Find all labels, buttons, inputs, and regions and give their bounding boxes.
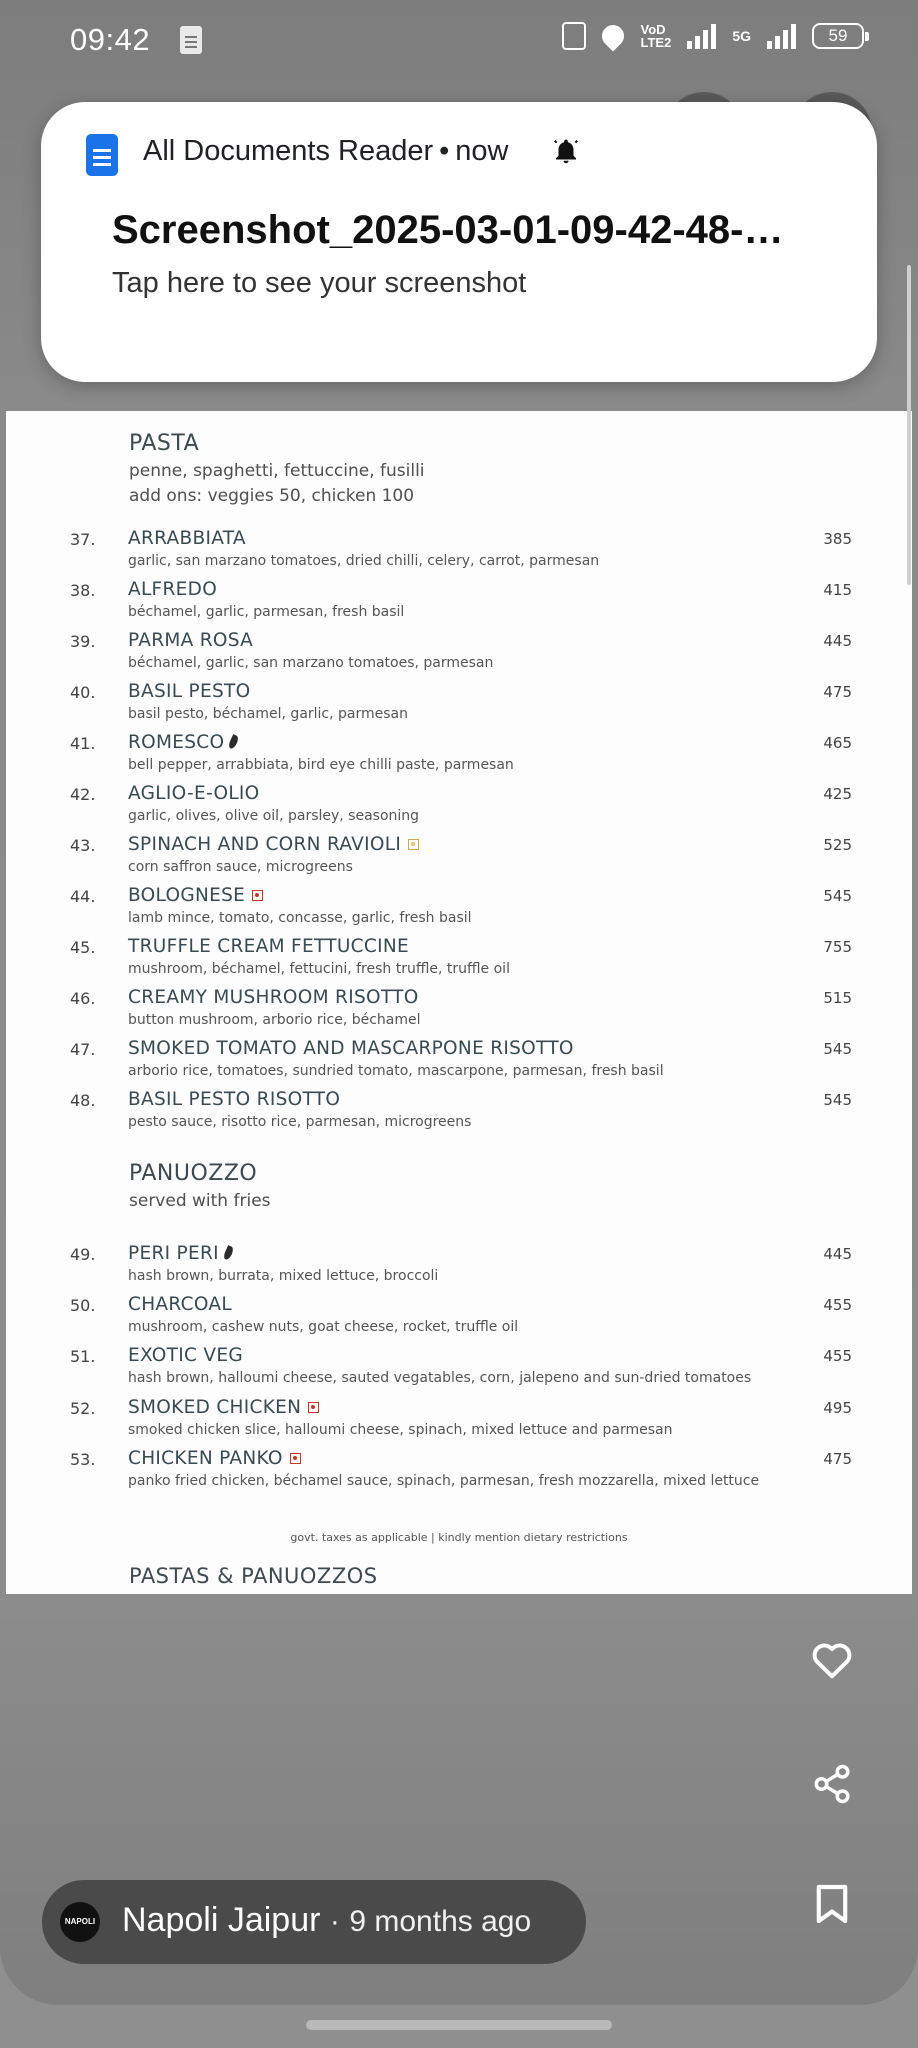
item-price: 445 [823,1245,852,1263]
item-name [128,1397,319,1418]
veg-icon [408,839,419,850]
item-name-text: CHICKEN PANKO [128,1448,283,1469]
item-price: 385 [823,530,852,548]
item-name [128,1089,340,1110]
item-description: lamb mince, tomato, concasse, garlic, fresh basil [128,910,472,926]
menu-item [6,987,912,1038]
item-description: garlic, olives, olive oil, parsley, seasoning [128,808,420,824]
item-number: 53. [70,1450,96,1469]
menu-item [6,732,912,783]
pasta-subtitle: penne, spaghetti, fettuccine, fusilli [129,461,425,481]
non-veg-icon [308,1402,319,1413]
non-veg-icon [290,1453,301,1464]
item-price: 755 [823,938,852,956]
scrollbar[interactable] [907,265,911,585]
location-icon [598,20,629,51]
heart-icon [810,1639,854,1679]
item-name [128,987,419,1008]
menu-item [6,885,912,936]
item-name-text: BASIL PESTO RISOTTO [128,1089,341,1110]
item-number: 41. [70,734,96,753]
item-number: 37. [70,530,96,549]
item-description: arborio rice, tomatoes, sundried tomato, mascarpone, parmesan, fresh basil [128,1063,664,1079]
item-price: 455 [823,1347,852,1365]
item-name-text: PARMA ROSA [128,630,254,651]
menu-image [6,411,912,1594]
vibrate-icon [562,22,586,50]
item-name [128,579,217,600]
item-name-text: CHARCOAL [128,1294,232,1315]
item-name-text: PERI PERI [128,1243,219,1264]
item-price: 425 [823,785,852,803]
screenshot-notification[interactable] [41,102,877,382]
item-name [128,732,237,753]
item-name-text: ARRABBIATA [128,528,246,549]
next-section-title: PASTAS & PANUOZZOS [129,1564,378,1588]
status-time: 09:42 [70,22,151,57]
author-separator: · [329,1905,340,1938]
item-number: 45. [70,938,96,957]
item-number: 50. [70,1296,96,1315]
notification-time: now [455,135,509,167]
menu-item [6,1294,912,1345]
menu-item [6,681,912,732]
item-description: hash brown, burrata, mixed lettuce, broccoli [128,1268,439,1284]
item-price: 415 [823,581,852,599]
avatar: NAPOLI [60,1902,100,1942]
item-price: 515 [823,989,852,1007]
item-name [128,1243,232,1264]
item-price: 445 [823,632,852,650]
item-description: garlic, san marzano tomatoes, dried chilli, celery, carrot, parmesan [128,553,600,569]
item-number: 42. [70,785,96,804]
item-price: 495 [823,1399,852,1417]
item-name [128,1038,574,1059]
section-title-panuozzo: PANUOZZO [129,1161,258,1186]
signal-2-icon [767,23,796,49]
menu-item [6,1089,912,1140]
item-number: 49. [70,1245,96,1264]
spicy-icon [228,734,240,750]
menu-item [6,1038,912,1089]
item-description: bell pepper, arrabbiata, bird eye chilli paste, parmesan [128,757,514,773]
item-number: 52. [70,1399,96,1418]
bell-icon [551,136,581,168]
item-number: 38. [70,581,96,600]
item-description: hash brown, halloumi cheese, sauted vegatables, corn, jalepeno and sun-dried tomatoes [128,1370,752,1386]
notification-body: Tap here to see your screenshot [112,267,527,299]
item-price: 545 [823,1091,852,1109]
save-button[interactable] [804,1876,860,1932]
item-name-text: TRUFFLE CREAM FETTUCCINE [128,936,409,957]
item-price: 465 [823,734,852,752]
item-name [128,1294,232,1315]
item-name [128,783,260,804]
lte-label: LTE2 [640,35,672,50]
notification-title: Screenshot_2025-03-01-09-42-48-… [112,208,784,252]
item-price: 525 [823,836,852,854]
item-name-text: SMOKED TOMATO AND MASCARPONE RISOTTO [128,1038,574,1059]
document-notification-icon [180,26,202,54]
share-button[interactable] [804,1756,860,1812]
item-number: 46. [70,989,96,1008]
item-name [128,834,419,855]
item-name-text: EXOTIC VEG [128,1345,243,1366]
item-description: smoked chicken slice, halloumi cheese, spinach, mixed lettuce and parmesan [128,1422,673,1438]
item-number: 40. [70,683,96,702]
spicy-icon [222,1245,234,1261]
item-number: 39. [70,632,96,651]
footer-note: govt. taxes as applicable | kindly mention dietary restrictions [290,1531,628,1544]
section-title-pasta: PASTA [129,431,200,456]
pasta-addons: add ons: veggies 50, chicken 100 [129,486,415,506]
item-price: 455 [823,1296,852,1314]
item-name [128,630,253,651]
item-description: mushroom, béchamel, fettucini, fresh truffle, truffle oil [128,961,510,977]
volte-icon [640,23,671,49]
item-name-text: ALFREDO [128,579,218,600]
item-number: 48. [70,1091,96,1110]
docs-app-icon [86,134,118,176]
item-price: 475 [823,683,852,701]
item-name-text: CREAMY MUSHROOM RISOTTO [128,987,419,1008]
notification-app-name: All Documents Reader [143,135,434,167]
menu-item [6,1448,912,1499]
item-name-text: ROMESCO [128,732,225,753]
item-name-text: BOLOGNESE [128,885,246,906]
menu-item [6,834,912,885]
post-time: 9 months ago [349,1905,532,1938]
item-name-text: BASIL PESTO [128,681,251,702]
panuozzo-subtitle: served with fries [129,1191,271,1211]
menu-item [6,1345,912,1396]
item-name [128,1448,301,1469]
item-number: 44. [70,887,96,906]
menu-item [6,1397,912,1448]
author-name: Napoli Jaipur [122,1901,321,1939]
home-indicator[interactable] [306,2020,612,2030]
status-icons [562,22,864,50]
notification-separator: • [439,135,450,167]
network-type: 5G [732,28,751,44]
item-description: béchamel, garlic, san marzano tomatoes, parmesan [128,655,494,671]
menu-item [6,630,912,681]
author-chip[interactable] [42,1880,586,1964]
signal-icon [687,23,716,49]
item-description: button mushroom, arborio rice, béchamel [128,1012,421,1028]
item-number: 43. [70,836,96,855]
non-veg-icon [252,890,263,901]
menu-item [6,783,912,834]
menu-item [6,1243,912,1294]
item-price: 475 [823,1450,852,1468]
battery-icon: 59 [812,23,864,49]
item-description: béchamel, garlic, parmesan, fresh basil [128,604,405,620]
notification-app-line [143,135,509,168]
item-number: 51. [70,1347,96,1366]
item-number: 47. [70,1040,96,1059]
item-description: panko fried chicken, béchamel sauce, spinach, parmesan, fresh mozzarella, mixed lettuce [128,1473,760,1489]
item-name [128,528,246,549]
item-name [128,885,263,906]
volte-label: VoD [640,22,666,37]
item-price: 545 [823,887,852,905]
item-description: basil pesto, béchamel, garlic, parmesan [128,706,408,722]
item-name-text: SPINACH AND CORN RAVIOLI [128,834,402,855]
menu-item [6,579,912,630]
share-icon [811,1762,853,1806]
item-name-text: AGLIO-E-OLIO [128,783,260,804]
item-name [128,936,409,957]
bookmark-icon [815,1883,849,1925]
menu-item [6,936,912,987]
item-description: pesto sauce, risotto rice, parmesan, microgreens [128,1114,472,1130]
item-name [128,681,250,702]
item-name-text: SMOKED CHICKEN [128,1397,302,1418]
item-price: 545 [823,1040,852,1058]
item-description: corn saffron sauce, microgreens [128,859,353,875]
status-bar [0,0,918,82]
item-name [128,1345,243,1366]
author-line [122,1901,531,1940]
item-description: mushroom, cashew nuts, goat cheese, rocket, truffle oil [128,1319,519,1335]
like-button[interactable] [804,1631,860,1687]
menu-item [6,528,912,579]
